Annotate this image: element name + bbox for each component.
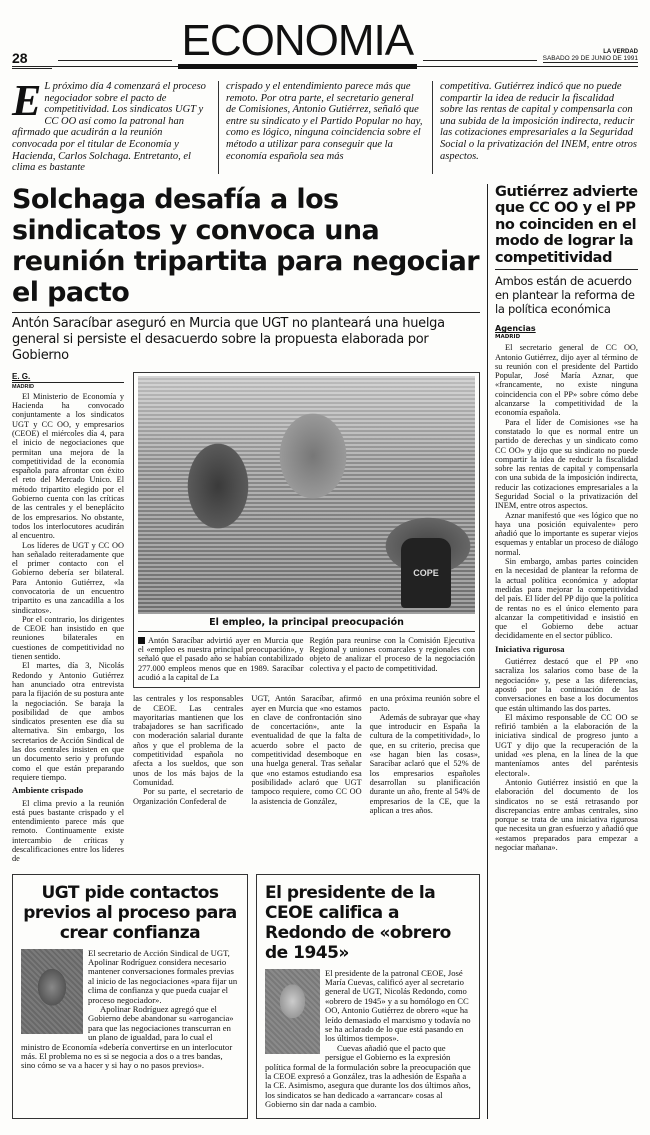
sidebar-deck: Ambos están de acuerdo en plantear la reforma de la política económica — [495, 274, 635, 317]
main-article-column-3 — [251, 694, 361, 815]
paragraph: Por su parte, el secretario de Organización Confederal de — [133, 787, 244, 806]
paragraph: las centrales y los responsables de CEOE. Las centrales mayoritarias mantienen que los trabajadores se han sacrificado con moderación salarial durante años y que el problema de la competitividad española no afecta a los sueldos, que son unos de los más bajos de la Comunidad. — [133, 694, 244, 787]
main-article-right-area — [133, 372, 480, 815]
main-article-columns — [133, 694, 480, 815]
sidebar-headline: Gutiérrez advierte que CC OO y el PP no coinciden en el modo de lograr la competitividad — [495, 183, 638, 266]
photo-box — [133, 372, 480, 688]
lead-column-2: crispado y el entendimiento parece más que remoto. Por otra parte, el secretario general de Comisiones, Antonio Gutiérrez, señaló que entre su sindicato y el Partido Popular no hay, como es lógico, ninguna coincidencia sobre el método a utilizar para conseguir que la economía española sea más — [218, 81, 424, 174]
paragraph: Aznar manifestó que «es lógico que no haya una posición equivalente» pero añadió que lo importante es superar viejos esquemas y entablar un proceso de diálogo normal. — [495, 510, 638, 557]
paragraph: Gutiérrez destacó que el PP «no sacraliza los salarios como base de la negociación» y, pese a las diferencias, apostó por la continuación de las conversaciones en base a los documentos que están ultimando las dos partes. — [495, 657, 638, 713]
paragraph: Los líderes de UGT y CC OO han señalado reiteradamente que el primer contacto con el Gobierno debería ser bilateral. Para Antonio Gutiérrez, «la convocatoria de un encuentro tripartito es una zancadilla a los sindicatos». — [12, 540, 124, 615]
headline-rule — [12, 312, 480, 313]
left-column-text — [12, 392, 124, 864]
paragraph: Sin embargo, ambas partes coinciden en la necesidad de plantear la reforma de la actual política económica y adoptar medidas para mejorar la competitividad del país. El líder del PP dijo que la política de rentas no es el único elemento para alcanzar la competitividad e insistió en que el Gobierno debe actuar decididamente en el sector público. — [495, 557, 638, 641]
paragraph: El martes, día 3, Nicolás Redondo y Antonio Gutiérrez han anunciado otra entrevista para la fijación de su postura ante la negociación. Se baraja la posibilidad de que ambos sindicatos presenten ese día su alternativa. Sin embargo, los secretarios de Acción Sindical de las dos centrales insisten en que un documento serio y profundo como el que están preparando requiere tiempo. — [12, 661, 124, 782]
dateline-place: MADRID — [12, 383, 34, 390]
masthead-rule-left — [58, 60, 172, 61]
news-photo — [138, 376, 475, 614]
paragraph: en una próxima reunión sobre el pacto. — [369, 694, 480, 713]
paragraph: El secretario general de CC OO, Antonio Gutiérrez, dijo ayer al término de su reunión con el presidente del Partido Popular, José María Aznar, que «francamente, no existe ninguna coincidencia con el PP» sobre cómo debe alcanzarse la competitividad de la economía española. — [495, 343, 638, 418]
main-article-column-4 — [370, 694, 480, 815]
masthead-info — [543, 49, 638, 69]
section-title: ECONOMIA — [178, 18, 418, 69]
subsection-title: Ambiente crispado — [12, 785, 84, 796]
paragraph: Antonio Gutiérrez insistió en que la elaboración del documento de los sindicatos no se está retrasando por discrepancias entre ambas centrales, sino porque se trata de una iniciativa rigurosa que necesita un gran esfuerzo y añadió que «estamos preparados para empezar a negociar mañana». — [495, 777, 638, 852]
ceoe-box-headline: El presidente de la CEOE califica a Redondo de «obrero de 1945» — [265, 882, 451, 963]
lead-text-1: L próximo día 4 comenzará el proceso negociador sobre el pacto de competitividad. Los sindicatos UGT y CC OO así como la patronal han afirmado que acudirán a la reunión convocada por el titular de Economía y Hacienda, Carlos Solchaga. Entretanto, el clima es bastante — [12, 81, 206, 174]
photo-text-column-1 — [138, 636, 304, 682]
photo-text — [138, 636, 475, 682]
main-subhead: Antón Saracíbar aseguró en Murcia que UGT no planteará una huelga general si persiste el desacuerdo sobre la propuesta elaborada por Gobierno — [12, 315, 445, 363]
sidebar-byline: Agencias — [495, 324, 536, 334]
main-article-body — [12, 372, 480, 864]
lead-column-1 — [12, 76, 210, 174]
paragraph: Apolinar Rodríguez agregó que el Gobierno debe abandonar su «arrogancia» para que las negociaciones transcurran en un plano de igualdad, para lo cual el ministro de Economía «debería convertirse en un interlocutor más. El problema no es si se negocia a dos o a tres bandas, sino cómo se va a hacer y si hay o no pasos previos». — [21, 1004, 234, 1071]
ugt-box-headline: UGT pide contactos previos al proceso para crear confianza — [23, 882, 237, 943]
portrait-photo — [21, 949, 83, 1034]
sidebar-dateline-place: MADRID — [495, 334, 521, 341]
bullet-square-icon — [138, 637, 145, 644]
paragraph: El Ministerio de Economía y Hacienda ha convocado conjuntamente a los sindicatos UGT y CC OO, y empresarios (CEOE) el miércoles día 4, para el inicio de negociaciones que permitan una mejora de la competitividad de la economía española para afrontar con éxito el reto del Mercado Unico. El método tripartito elegido por el Gobierno cuenta con las críticas de las centrales y el beneplácito de los empresarios. No obstante, todos los interlocutores acudirán al encuentro. — [12, 391, 124, 541]
paragraph: Además de subrayar que «hay que introducir en España la cultura de la competitividad», lo que, en su criterio, precisa que «se hagan bien las cosas», Saracíbar aclaró que el 52% de los empresarios españoles desarrollan su planificación durante un año, frente al 54% de empresarios de la CE, que la aplican a tres años. — [369, 712, 480, 815]
paragraph: El máximo responsable de CC OO se refirió también a la elaboración de la iniciativa sindical de progreso junto a UGT y dijo que la recuperación de la unidad «es plena, en la línea de la que manteníamos antes del paréntesis electoral». — [495, 712, 638, 778]
main-article — [12, 184, 480, 1119]
paragraph: El secretario de Acción Sindical de UGT, Apolinar Rodríguez considera necesario mantener conversaciones formales previas al inicio de las negociaciones «para fijar un clima de confianza y que pueda cuajar el proceso negociador». — [88, 947, 238, 1005]
lead-column-3: competitiva. Gutiérrez indicó que no puede compartir la idea de reducir la fiscalidad sobre las rentas de capital y compensarla con una subida de la imposición indirecta, reducir las cotizaciones empresariales a la Seguridad Social o la privatización del INEM, entre otros aspectos. — [432, 81, 638, 174]
paragraph: Cuevas añadió que el pacto que persigue el Gobierno es la expresión política formal de la formulación sobre la preocupación que la CEOE expresó a González, tras la adhesión de España a la CE. Asimismo, asegura que durante los dos últimos años, los sindicatos se han dedicado a «arrancar» cosas al Gobierno sin dar nada a cambio. — [265, 1042, 471, 1110]
ceoe-box-text — [265, 969, 471, 1110]
microphone-icon — [401, 538, 451, 608]
photo-text-column-2: Región para reunirse con la Comisión Ejecutiva Regional y uniones comarcales y regionales con objeto de analizar el proceso de la negociación colectiva y el pacto de competitividad. — [309, 635, 475, 673]
paragraph: El presidente de la patronal CEOE, José María Cuevas, calificó ayer al secretario general de UGT, Nicolás Redondo, como «obrero de 1945» y a su homólogo en CC OO, Antonio Gutiérrez de obrero «que ha leído demasiado el marxismo y todavía no se ha aclarado de lo que está pasando en los últimos tiempos». — [325, 967, 471, 1044]
paragraph: Por el contrario, los dirigentes de CEOE han insistido en que reuniones bilaterales en cuestiones de competitividad no tienen sentido. — [12, 614, 124, 662]
main-article-column-2 — [133, 694, 243, 815]
ugt-box — [12, 874, 248, 1119]
page-number: 28 — [12, 50, 52, 69]
issue-date: SABADO 29 DE JUNIO DE 1991 — [542, 55, 639, 62]
ceoe-box — [256, 874, 480, 1119]
paragraph: UGT, Antón Saracíbar, afirmó ayer en Murcia que «no estamos en clave de confrontación sino de concertación», ante la eventualidad de que la falta de acuerdo sobre el pacto de competitividad desemboque en una huelga general. Tras señalar que «no estamos estudiando esa posibilidad» aclaró que UGT tampoco requiere, como CC OO la asistencia de González, — [251, 694, 362, 806]
masthead — [12, 18, 638, 69]
main-headline: Solchaga desafía a los sindicatos y convoca una reunión tripartita para negociar el pacto — [12, 183, 480, 308]
masthead-rule-right — [423, 60, 537, 61]
byline: E. G. — [12, 372, 124, 383]
lead — [12, 76, 638, 174]
ugt-box-text — [21, 949, 239, 1071]
subsection-title: Iniciativa rigurosa — [495, 643, 565, 654]
main-article-left-column — [12, 372, 124, 864]
sidebar-body — [495, 343, 638, 852]
paragraph: El clima previo a la reunión está pues bastante crispado y el entendimiento parece más que remoto. Continuamente existe intercambio de críticas y descalificaciones entre los líderes de — [12, 798, 124, 864]
portrait-photo — [265, 969, 320, 1054]
paragraph: Para el líder de Comisiones «se ha constatado lo que es normal entre un partido de derechas y un sindicato como CC OO» y dijo que su sindicato no puede compartir la idea de reducir la fiscalidad sobre las rentas de capital y compensarla con una subida de la imposición indirecta, reducir las cotizaciones empresariales a la Seguridad Social o la privatización del INEM, entre otros aspectos. — [495, 417, 638, 511]
boxed-articles — [12, 874, 480, 1119]
main-layout — [12, 184, 638, 1119]
microphone-label: COPE — [413, 567, 439, 578]
sidebar-article — [487, 184, 638, 1119]
newspaper-name: LA VERDAD — [603, 49, 639, 55]
drop-cap: E — [12, 76, 42, 125]
photo-text-1: Antón Saracíbar advirtió ayer en Murcia que el «empleo es nuestra principal preocupación», y señaló que el pasado año se habían contabilizado 277.000 empleos menos que en 1989. Saracíbar acudió a la capital de La — [138, 635, 304, 682]
sidebar-headline-rule — [495, 269, 638, 270]
photo-caption: El empleo, la principal preocupación — [138, 617, 475, 632]
